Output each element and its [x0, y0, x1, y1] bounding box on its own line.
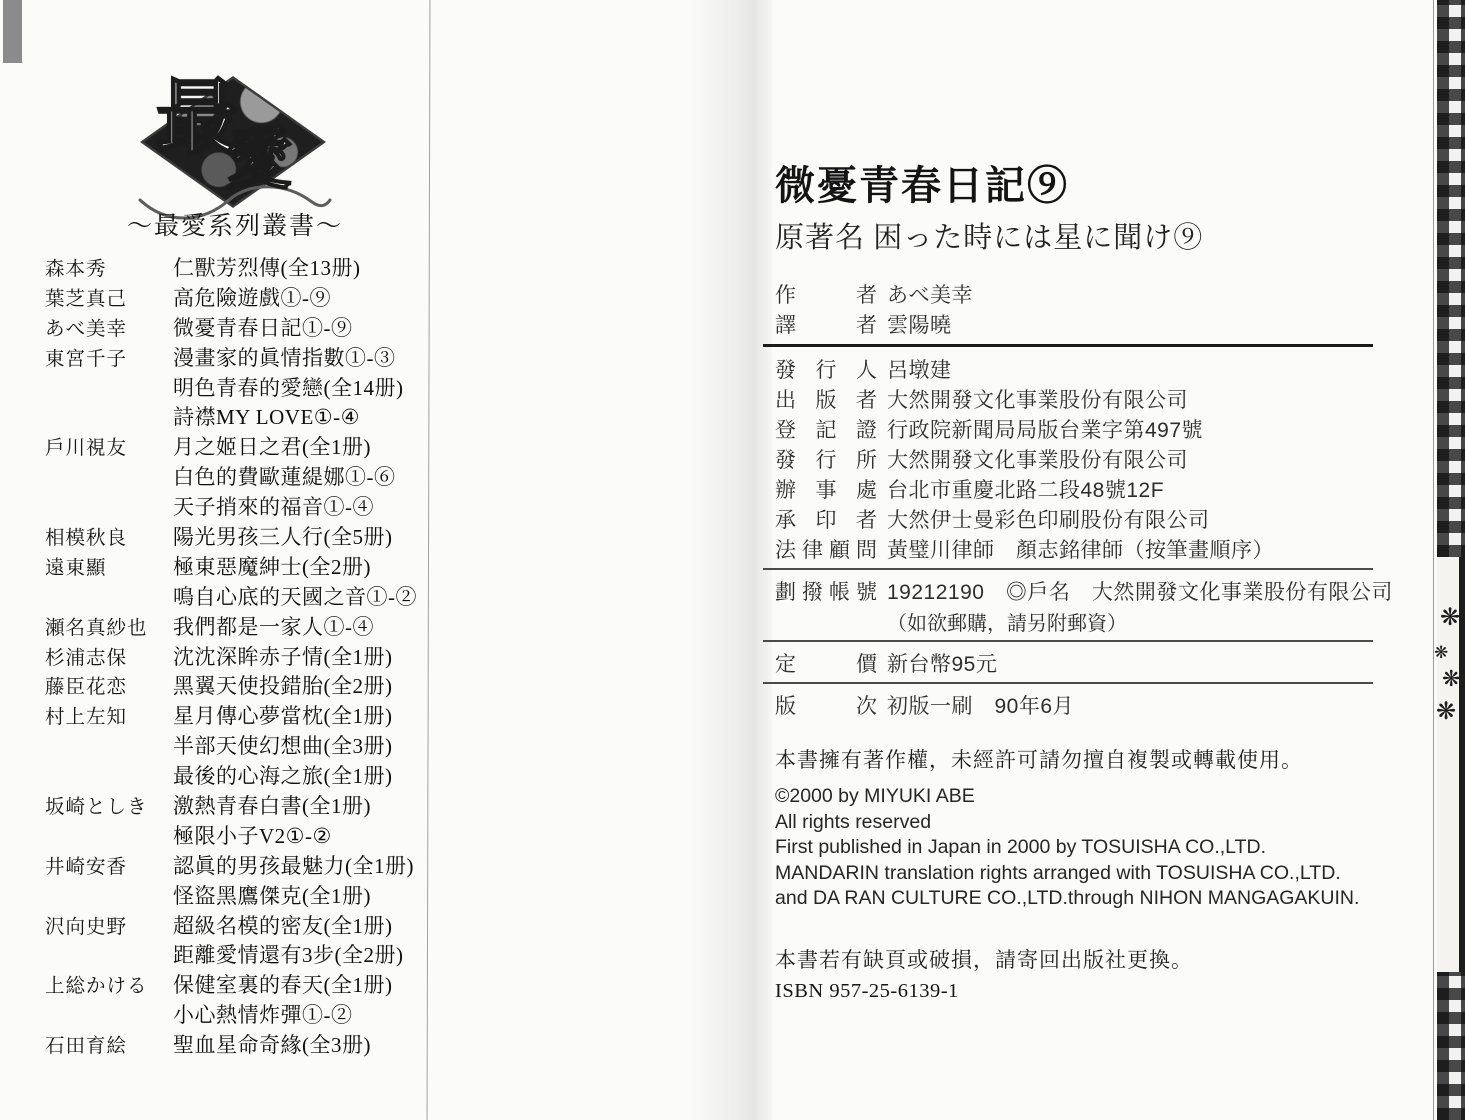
book-row: [45, 1029, 445, 1059]
colophon-value: 台北市重慶北路二段48號12F: [887, 479, 1165, 502]
book-title: 黑翼天使投錯胎(全2册): [173, 674, 393, 699]
divider-thick: [763, 344, 1373, 347]
book-author: あべ美幸: [45, 317, 128, 340]
book-title: 保健室裏的春天(全1册): [173, 973, 393, 998]
book-row: [45, 551, 445, 581]
colophon-value: 大然開發文化事業股份有限公司: [887, 389, 1188, 412]
divider-thin: [763, 568, 1373, 570]
book-title: 鳴自心底的天國之音①-②: [173, 584, 417, 609]
book-row: [45, 342, 445, 372]
book-author: 井崎安香: [45, 855, 128, 878]
book-title: 極限小子V2①-②: [173, 823, 332, 848]
book-row: [45, 700, 445, 730]
flower-icon: ❋: [1442, 666, 1461, 691]
book-row: [45, 939, 445, 969]
book-row: [45, 670, 445, 700]
colophon-label: 譯者: [775, 314, 877, 337]
book-title: 天子捎來的福音①-④: [173, 495, 374, 520]
book-title: 白色的費歐蓮緹娜①-⑥: [173, 465, 396, 490]
book-row: [45, 910, 445, 940]
book-title: 超級名模的密友(全1册): [173, 913, 393, 938]
book-row: [45, 282, 445, 312]
book-author: 石田育絵: [45, 1035, 128, 1058]
colophon-row-publisher-person: [775, 354, 1375, 384]
book-author: 遠東顯: [45, 556, 107, 579]
book-row: [45, 401, 445, 431]
book-row: [45, 461, 445, 491]
original-title: 原著名 困った時には星に聞け⑨: [775, 222, 1204, 254]
colophon-value: 19212190 ◎戶名 大然開發文化事業股份有限公司: [887, 581, 1393, 604]
colophon-row-translator: [775, 309, 1375, 339]
colophon-value: 初版一刷 90年6月: [887, 695, 1075, 718]
colophon-table: [775, 279, 1393, 720]
book-row: [45, 880, 445, 910]
logo-character-ai: 愛: [226, 124, 292, 197]
colophon-page: [775, 163, 1393, 1003]
book-row: [45, 760, 445, 790]
colophon-label: 定價: [775, 653, 877, 676]
book-title: 極東惡魔紳士(全2册): [173, 554, 371, 579]
book-title: 明色青春的愛戀(全14册): [173, 375, 404, 400]
book-author: 村上左知: [45, 706, 128, 729]
book-title: 微憂青春日記①-⑨: [173, 315, 353, 340]
book-title: 距離愛情還有3步(全2册): [173, 943, 404, 968]
book-row: [45, 730, 445, 760]
colophon-row-printer: [775, 504, 1375, 534]
isbn-number: ISBN 957-25-6139-1: [775, 979, 959, 1002]
colophon-label: 登記證: [775, 419, 877, 442]
divider-thin: [763, 682, 1373, 684]
book-title-heading: 微憂青春日記⑨: [775, 164, 1069, 208]
english-line: MANDARIN translation rights arranged with TOSUISHA CO.,LTD.: [775, 861, 1341, 884]
book-title: 怪盜黑鷹傑克(全1册): [173, 883, 371, 908]
book-gutter-shadow: [688, 0, 772, 1120]
logo-character-sai: 最: [156, 73, 239, 164]
book-author: 坂崎としき: [45, 795, 148, 818]
colophon-label: 法律顧問: [775, 539, 877, 562]
book-row: [45, 372, 445, 402]
book-author: 藤臣花恋: [45, 676, 128, 699]
book-author: 相模秋良: [45, 526, 128, 549]
book-title: 小心熱情炸彈①-②: [173, 1003, 353, 1028]
book-title: 仁獸芳烈傳(全13册): [173, 255, 361, 280]
scan-edge-strip: [3, 0, 22, 63]
flower-icon: ❋: [1440, 604, 1461, 631]
book-title: 沈沈深眸赤子情(全1册): [173, 644, 393, 669]
copyright-notice: 本書擁有著作權，未經許可請勿擅自複製或轉載使用。: [775, 749, 1303, 772]
colophon-label: 發行所: [775, 449, 877, 472]
colophon-value: 黃璧川律師 顏志銘律師（按筆畫順序）: [887, 539, 1274, 562]
book-title: 高危險遊戲①-⑨: [173, 285, 331, 310]
book-author: 上総かける: [45, 975, 148, 998]
divider-thin: [763, 640, 1373, 642]
english-line: First published in Japan in 2000 by TOSUISHA CO.,LTD.: [775, 836, 1266, 858]
saiai-series-logo: [140, 73, 326, 208]
colophon-row-registration: [775, 414, 1375, 444]
english-line: ©2000 by MIYUKI ABE: [775, 785, 975, 807]
book-title: 我們都是一家人①-④: [173, 614, 374, 639]
gingham-pattern-bottom: [1437, 972, 1465, 1120]
colophon-value: 雲陽曉: [887, 314, 952, 337]
colophon-label: 承印者: [775, 509, 877, 532]
book-title: 半部天使幻想曲(全3册): [173, 734, 393, 759]
book-title: 詩襟MY LOVE①-④: [173, 405, 360, 430]
book-row: [45, 521, 445, 551]
book-author: 森本秀: [45, 257, 107, 280]
book-author: 瀬名真紗也: [45, 616, 148, 639]
english-line: and DA RAN CULTURE CO.,LTD.through NIHON MANGAGAKUIN.: [775, 887, 1360, 909]
book-row: [45, 252, 445, 282]
colophon-row-distributor: [775, 444, 1375, 474]
return-notice: 本書若有缺頁或破損，請寄回出版社更換。: [775, 948, 1193, 972]
colophon-row-edition: [775, 690, 1375, 720]
book-row: [45, 969, 445, 999]
colophon-row-author: [775, 279, 1375, 309]
colophon-value: 大然伊士曼彩色印刷股份有限公司: [887, 509, 1210, 532]
book-title: 陽光男孩三人行(全5册): [173, 524, 393, 549]
book-row: [45, 431, 445, 461]
book-title: 星月傳心夢當枕(全1册): [173, 704, 393, 729]
book-author: 杉浦志保: [45, 646, 128, 669]
colophon-value: 行政院新聞局局版台業字第497號: [887, 419, 1204, 442]
english-copyright-block: [775, 784, 1375, 912]
colophon-value: あべ美幸: [887, 284, 973, 307]
book-list: [45, 252, 445, 1059]
flower-icon: ❋: [1434, 643, 1449, 662]
book-title: 認眞的男孩最魅力(全1册): [173, 853, 414, 878]
colophon-row-publisher: [775, 384, 1375, 414]
colophon-label: 作者: [775, 284, 877, 307]
book-row: [45, 611, 445, 641]
colophon-row-price: [775, 648, 1375, 678]
book-row: [45, 790, 445, 820]
book-title: 最後的心海之旅(全1册): [173, 764, 393, 789]
book-title: 聖血星命奇緣(全3册): [173, 1033, 371, 1058]
book-title: 月之姬日之君(全1册): [173, 435, 371, 460]
colophon-row-legal: [775, 534, 1375, 564]
book-author: 葉芝真己: [45, 287, 128, 310]
colophon-label: 出版者: [775, 389, 877, 412]
colophon-value: 新台幣95元: [887, 653, 998, 676]
book-row: [45, 820, 445, 850]
book-title: 激熱青春白書(全1册): [173, 793, 371, 818]
colophon-row-office: [775, 474, 1375, 504]
series-header: ～最愛系列叢書～: [126, 213, 343, 240]
colophon-label: 劃撥帳號: [775, 581, 877, 604]
book-row: [45, 850, 445, 880]
english-line: All rights reserved: [775, 810, 932, 833]
colophon-label: 發行人: [775, 359, 877, 382]
book-row: [45, 641, 445, 671]
book-author: 東宮千子: [45, 347, 128, 370]
colophon-value: 大然開發文化事業股份有限公司: [887, 449, 1188, 472]
mail-order-note: （如欲郵購，請另附郵資）: [887, 612, 1127, 635]
book-row: [45, 581, 445, 611]
book-row: [45, 312, 445, 342]
gingham-pattern-top: [1437, 0, 1465, 557]
colophon-value: 呂墩建: [887, 359, 952, 382]
book-row: [45, 491, 445, 521]
colophon-label: 版次: [775, 695, 877, 718]
flower-icon: ❋: [1436, 698, 1457, 725]
colophon-row-postal-account: [775, 576, 1393, 606]
book-title: 漫畫家的眞情指數①-③: [173, 345, 396, 370]
book-author: 戶川視友: [45, 437, 128, 460]
colophon-label: 辦事處: [775, 479, 877, 502]
book-author: 沢向史野: [45, 915, 128, 938]
book-row: [45, 999, 445, 1029]
cover-edge-strip: [1433, 0, 1465, 1120]
